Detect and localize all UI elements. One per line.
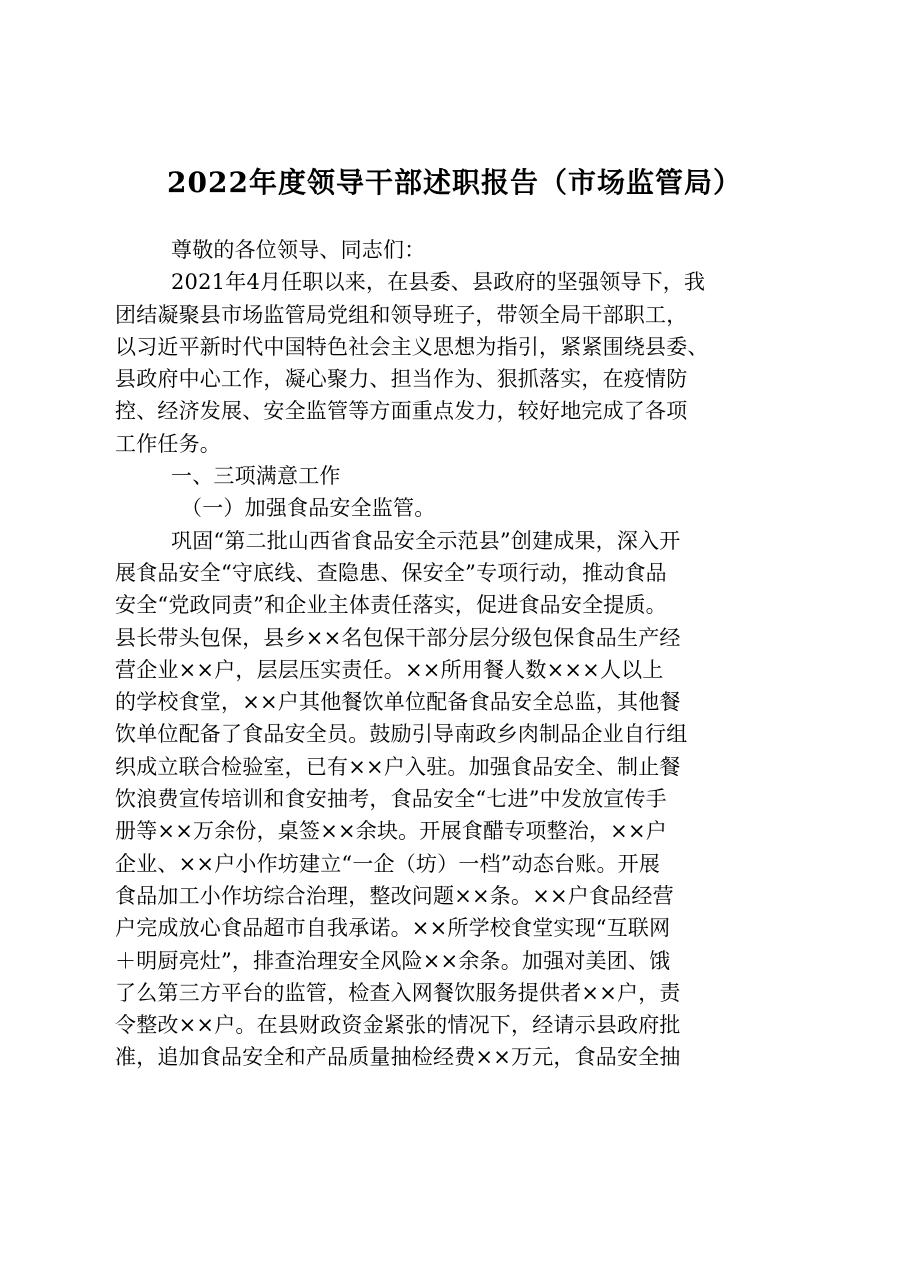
paragraph-line: 2021年4月任职以来，在县委、县政府的坚强领导下，我 — [171, 270, 706, 295]
paragraph-line: 以习近平新时代中国特色社会主义思想为指引，紧紧围绕县委、 — [115, 334, 709, 359]
document-body — [115, 234, 815, 1074]
paragraph-line: 企业、××户小作坊建立“一企（坊）一档”动态台账。开展 — [115, 851, 661, 876]
paragraph-line: 县政府中心工作，凝心聚力、担当作为、狠抓落实，在疫情防 — [115, 367, 688, 392]
paragraph-line: 展食品安全“守底线、查隐患、保安全”专项行动，推动食品 — [115, 560, 667, 585]
paragraph-line: 县长带头包保，县乡××名包保干部分层分级包保食品生产经 — [115, 625, 681, 650]
paragraph-line: 织成立联合检验室，已有××户入驻。加强食品安全、制止餐 — [115, 754, 681, 779]
paragraph-line: 巩固“第二批山西省食品安全示范县”创建成果，深入开 — [171, 528, 681, 553]
paragraph-line: 令整改××户。在县财政资金紧张的情况下，经请示县政府批 — [115, 1013, 681, 1038]
paragraph-line: 安全“党政同责”和企业主体责任落实，促进食品安全提质。 — [115, 593, 667, 618]
paragraph-line: 饮单位配备了食品安全员。鼓励引导南政乡肉制品企业自行组 — [115, 722, 688, 747]
subsection-heading: （一）加强食品安全监管。 — [181, 496, 436, 521]
section-heading: 一、三项满意工作 — [171, 464, 341, 489]
document-title: 2022年度领导干部述职报告（市场监管局） — [167, 166, 742, 199]
paragraph-line: 控、经济发展、安全监管等方面重点发力，较好地完成了各项 — [115, 399, 688, 424]
paragraph-line: 饮浪费宣传培训和食安抽考，食品安全“七进”中发放宣传手 — [115, 787, 667, 812]
salutation-line: 尊敬的各位领导、同志们： — [171, 238, 426, 262]
paragraph-line: 了么第三方平台的监管，检查入网餐饮服务提供者××户，责 — [115, 980, 681, 1005]
paragraph-line: ＋明厨亮灶”，排查治理安全风险××余条。加强对美团、饿 — [115, 948, 671, 973]
paragraph-line: 营企业××户，层层压实责任。××所用餐人数×××人以上 — [115, 657, 664, 682]
paragraph-line: 册等××万余份，桌签××余块。开展食醋专项整治，××户 — [115, 819, 667, 844]
paragraph-line: 团结凝聚县市场监管局党组和领导班子，带领全局干部职工， — [115, 302, 688, 327]
paragraph-line: 工作任务。 — [115, 431, 221, 456]
paragraph-line: 户完成放心食品超市自我承诺。××所学校食堂实现“互联网 — [115, 916, 671, 941]
paragraph-line: 准，追加食品安全和产品质量抽检经费××万元，食品安全抽 — [115, 1045, 681, 1070]
paragraph-line: 食品加工小作坊综合治理，整改问题××条。××户食品经营 — [115, 883, 674, 908]
paragraph-line: 的学校食堂，××户其他餐饮单位配备食品安全总监，其他餐 — [115, 690, 681, 715]
